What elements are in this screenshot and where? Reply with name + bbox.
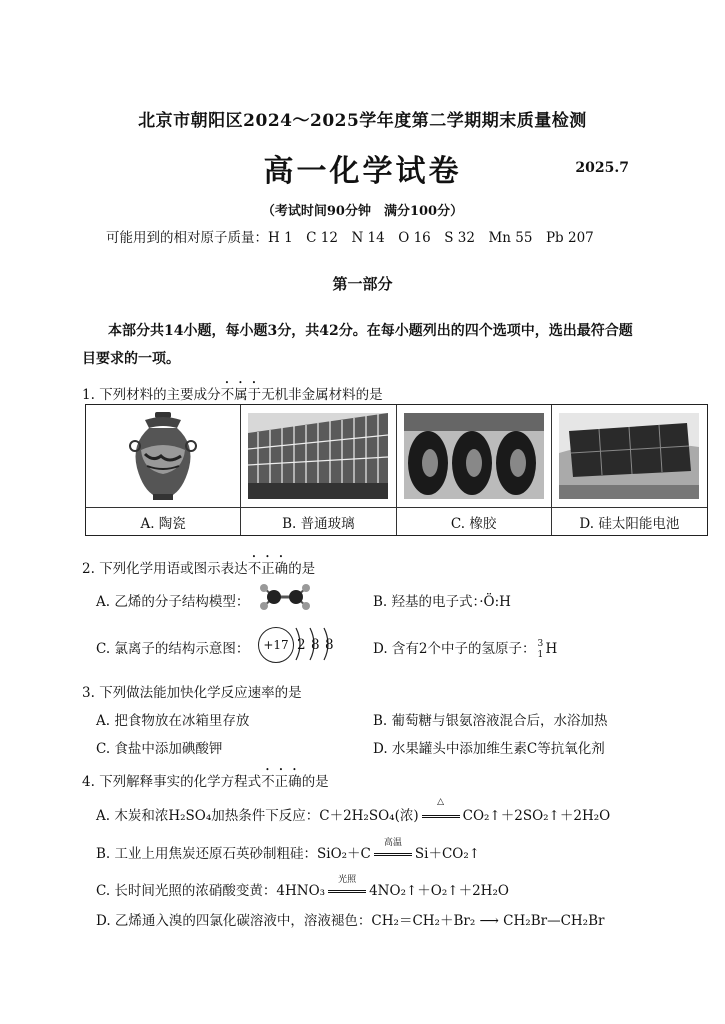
question-stem-end: 的是 bbox=[301, 774, 329, 790]
q2-option-d bbox=[373, 637, 558, 660]
q4-option-d: D. 乙烯通入溴的四氯化碳溶液中，溶液褪色：CH₂＝CH₂＋Br₂ ⟶ CH₂Br—CH₂Br bbox=[96, 913, 605, 929]
q3-option-a: A. 把食物放在冰箱里存放 bbox=[96, 713, 250, 729]
rubber-tires-image bbox=[397, 405, 552, 508]
question-stem: 下列做法能加快化学反应速率的是 bbox=[99, 685, 302, 701]
part-instruction: 本部分共14小题，每小题3分，共42分。在每小题列出的四个选项中，选出最符合题 bbox=[108, 323, 633, 339]
option-b-label: B. 普通玻璃 bbox=[241, 508, 396, 535]
mass-number: 3 bbox=[537, 638, 544, 649]
porcelain-image bbox=[86, 405, 241, 508]
question-emphasis: 不属于 bbox=[220, 387, 262, 403]
reaction-condition: 光照 bbox=[338, 875, 357, 885]
q4-option-b bbox=[96, 838, 481, 862]
glass-building-image bbox=[241, 405, 396, 508]
question-emphasis: 不正确 bbox=[247, 561, 289, 577]
option-a-label: A. 陶瓷 bbox=[86, 508, 241, 535]
q2-option-a bbox=[96, 590, 249, 610]
ethylene-model-icon bbox=[258, 582, 312, 612]
question-number: 2. bbox=[82, 561, 95, 577]
question-stem-end: 的是 bbox=[288, 561, 316, 577]
question-3 bbox=[82, 681, 302, 701]
q4-option-a bbox=[96, 797, 611, 824]
question-4 bbox=[82, 766, 329, 790]
q3-option-d: D. 水果罐头中添加维生素C等抗氧化剂 bbox=[373, 741, 605, 757]
equation-products: CO₂↑＋2SO₂↑＋2H₂O bbox=[462, 808, 611, 824]
equation-reactants: A. 木炭和浓H₂SO₄加热条件下反应：C＋2H₂SO₄(浓) bbox=[96, 808, 419, 824]
equation-products: 4NO₂↑＋O₂↑＋2H₂O bbox=[369, 883, 509, 899]
atomic-number: 1 bbox=[537, 649, 544, 660]
question-number: 3. bbox=[82, 685, 95, 701]
hydroxyl-electron-formula: ·Ö:H bbox=[479, 594, 511, 610]
chloride-nucleus: +17 bbox=[258, 627, 294, 663]
question-stem: 下列材料的主要成分 bbox=[99, 387, 221, 403]
reaction-condition: 高温 bbox=[383, 838, 402, 848]
solar-panel-image bbox=[552, 405, 707, 508]
exam-date: 2025.7 bbox=[575, 160, 629, 176]
equation-reactants: B. 工业上用焦炭还原石英砂制粗硅：SiO₂＋C bbox=[96, 846, 371, 862]
option-text: C. 氯离子的结构示意图： bbox=[96, 641, 250, 657]
q3-option-c: C. 食盐中添加碘酸钾 bbox=[96, 741, 223, 757]
option-c-label: C. 橡胶 bbox=[397, 508, 552, 535]
atomic-masses: 可能用到的相对原子质量：H 1 C 12 N 14 O 16 S 32 Mn 55 Pb 207 bbox=[106, 230, 594, 246]
reaction-condition: △ bbox=[437, 797, 445, 807]
q3-option-b: B. 葡萄糖与银氨溶液混合后，水浴加热 bbox=[373, 713, 608, 729]
equation-products: Si＋CO₂↑ bbox=[414, 846, 481, 862]
question-number: 4. bbox=[82, 774, 95, 790]
q2-option-c bbox=[96, 637, 249, 657]
equation-reactants: C. 长时间光照的浓硝酸变黄：4HNO₃ bbox=[96, 883, 326, 899]
question-stem: 下列化学用语或图示表达 bbox=[99, 561, 248, 577]
question-stem: 下列解释事实的化学方程式 bbox=[99, 774, 262, 790]
time-info: （考试时间90分钟 满分100分） bbox=[261, 204, 464, 219]
materials-table bbox=[85, 404, 708, 536]
q4-option-c bbox=[96, 875, 509, 899]
question-emphasis: 不正确 bbox=[261, 774, 302, 790]
option-text: A. 乙烯的分子结构模型： bbox=[96, 594, 250, 610]
shell-2-electrons: 8 bbox=[311, 637, 320, 653]
shell-1-electrons: 2 bbox=[297, 637, 306, 653]
shell-3-electrons: 8 bbox=[325, 637, 334, 653]
question-2 bbox=[82, 553, 315, 577]
option-text: D. 含有2个中子的氢原子： bbox=[373, 641, 536, 657]
question-1 bbox=[82, 379, 383, 403]
q2-option-b bbox=[373, 590, 511, 610]
exam-header: 北京市朝阳区2024～2025学年度第二学期期末质量检测 bbox=[138, 111, 587, 131]
part-title: 第一部分 bbox=[332, 275, 393, 293]
exam-title: 高一化学试卷 bbox=[263, 154, 462, 189]
hydrogen-symbol: H bbox=[545, 641, 558, 657]
part-instruction-cont: 目要求的一项。 bbox=[82, 351, 180, 367]
option-text: B. 羟基的电子式： bbox=[373, 594, 480, 610]
question-number: 1. bbox=[82, 387, 95, 403]
option-d-label: D. 硅太阳能电池 bbox=[579, 515, 680, 532]
question-stem-end: 无机非金属材料的是 bbox=[261, 387, 383, 403]
